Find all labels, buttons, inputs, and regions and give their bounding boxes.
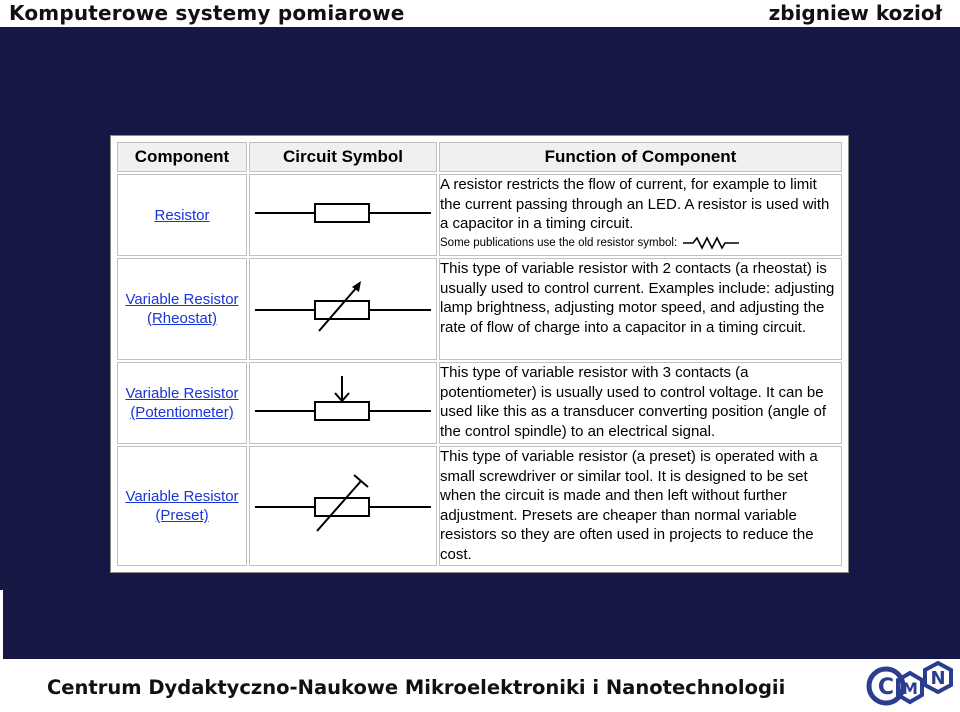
author-name: zbigniew kozioł xyxy=(768,1,942,25)
logo-letter-c: C xyxy=(877,675,895,700)
rheostat-link[interactable] xyxy=(125,291,238,327)
description-cell xyxy=(439,446,842,566)
potentiometer-link[interactable] xyxy=(125,385,238,421)
header-component: Component xyxy=(117,142,247,172)
resistor-symbol-icon xyxy=(251,193,435,233)
presentation-title: Komputerowe systemy pomiarowe xyxy=(9,1,405,25)
table-header-row xyxy=(117,142,842,172)
rheostat-link-line2: (Rheostat) xyxy=(146,310,218,327)
table-row xyxy=(117,362,842,444)
logo-letter-m: M xyxy=(902,679,918,698)
component-name-cell xyxy=(117,446,247,566)
symbol-cell xyxy=(249,362,437,444)
description-cell xyxy=(439,258,842,360)
institution-name: Centrum Dydaktyczno-Naukowe Mikroelektroniki i Nanotechnologii xyxy=(47,676,786,699)
table-row xyxy=(117,446,842,566)
old-resistor-zigzag-icon xyxy=(683,236,739,250)
footer-bar xyxy=(0,659,960,712)
preset-link-line2: (Preset) xyxy=(155,507,209,524)
potentiometer-symbol-icon xyxy=(251,371,435,431)
component-name-cell xyxy=(117,258,247,360)
slide-area xyxy=(0,27,960,659)
table-row xyxy=(117,258,842,360)
component-table xyxy=(115,140,844,568)
slide-edge-mark xyxy=(0,590,3,659)
preset-symbol-icon xyxy=(251,469,435,539)
logo-letter-n: N xyxy=(930,668,946,689)
resistor-description: A resistor restricts the flow of current, for example to limit the current passing through an LED. A resistor is used with a capacitor in a timing circuit. xyxy=(440,176,830,232)
preset-link-line1: Variable Resistor xyxy=(125,488,239,505)
description-cell xyxy=(439,174,842,256)
old-symbol-note-text: Some publications use the old resistor symbol: xyxy=(440,236,678,249)
symbol-cell xyxy=(249,258,437,360)
cmn-logo-icon xyxy=(864,659,956,712)
old-symbol-note xyxy=(440,234,841,252)
component-name-cell xyxy=(117,174,247,256)
component-table-image xyxy=(110,135,849,573)
description-cell xyxy=(439,362,842,444)
rheostat-link-line1: Variable Resistor xyxy=(125,291,239,308)
header-bar xyxy=(0,0,960,27)
header-circuit-symbol: Circuit Symbol xyxy=(249,142,437,172)
rheostat-description: This type of variable resistor with 2 contacts (a rheostat) is usually used to control current. Examples include: adjusting lamp brightness, adjusting motor speed, and adjusting the rate of flow of charge into a capacitor in a timing circuit. xyxy=(440,260,835,336)
resistor-link[interactable]: Resistor xyxy=(154,206,210,224)
potentiometer-link-line2: (Potentiometer) xyxy=(130,404,234,421)
symbol-cell xyxy=(249,446,437,566)
table-row xyxy=(117,174,842,256)
component-name-cell xyxy=(117,362,247,444)
rheostat-symbol-icon xyxy=(251,277,435,337)
potentiometer-description: This type of variable resistor with 3 contacts (a potentiometer) is usually used to control voltage. It can be used like this as a transducer converting position (angle of the control spindle) to an electrical signal. xyxy=(440,364,827,440)
symbol-cell xyxy=(249,174,437,256)
header-function: Function of Component xyxy=(439,142,842,172)
potentiometer-link-line1: Variable Resistor xyxy=(125,385,239,402)
preset-link[interactable] xyxy=(125,488,238,524)
preset-description: This type of variable resistor (a preset) is operated with a small screwdriver or similar tool. It is designed to be set when the circuit is made and then left without further adjustment. Presets are cheaper than normal variable resistors so they are often used in projects to reduce the cost. xyxy=(440,448,818,563)
